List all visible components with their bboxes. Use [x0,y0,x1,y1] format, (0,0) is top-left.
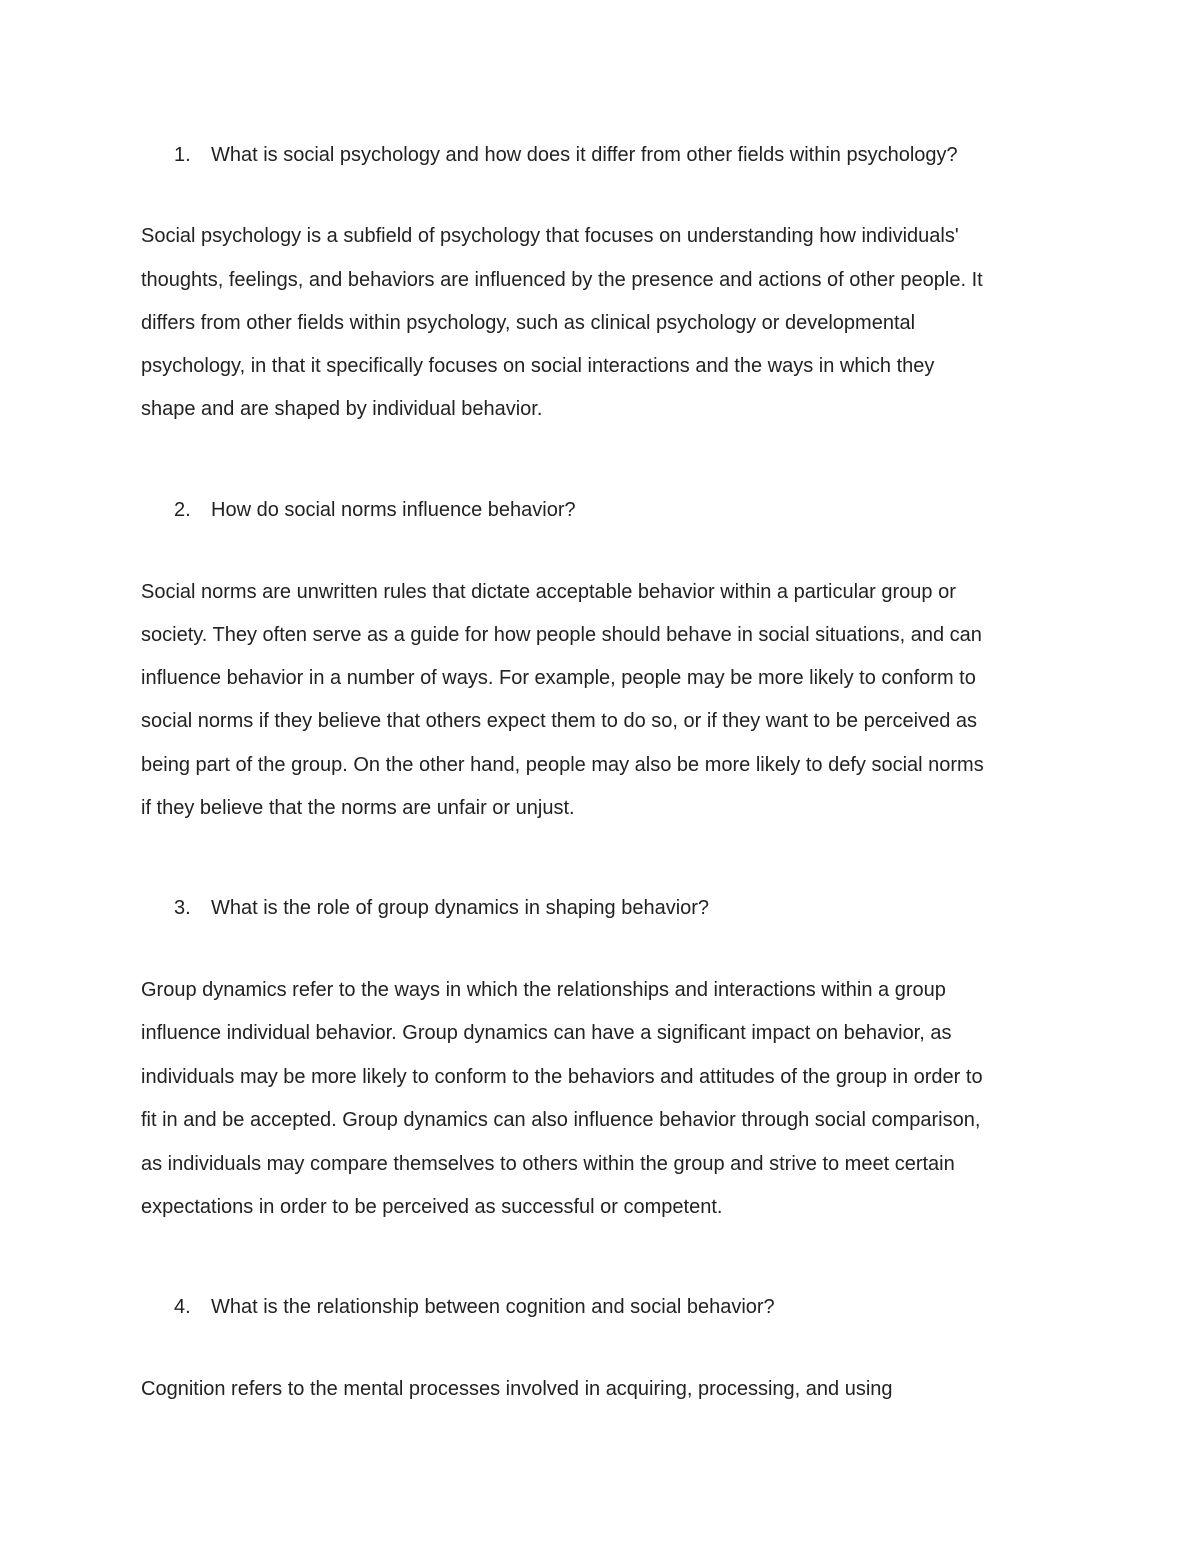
question-text: What is the role of group dynamics in shaping behavior? [211,897,710,919]
answer-line: shape and are shaped by individual behavior. [141,398,543,420]
question-number: 3. [174,897,191,919]
answer-line: Cognition refers to the mental processes involved in acquiring, processing, and using [141,1378,893,1400]
answer-line: being part of the group. On the other hand, people may also be more likely to defy social norms [141,754,984,776]
answer-line: society. They often serve as a guide for how people should behave in social situations, and can [141,624,982,646]
answer-line: individuals may be more likely to conform to the behaviors and attitudes of the group in order to [141,1066,983,1088]
answer-line: Social psychology is a subfield of psychology that focuses on understanding how individuals' [141,225,959,247]
answer-line: fit in and be accepted. Group dynamics can also influence behavior through social comparison, [141,1109,981,1131]
answer-line: social norms if they believe that others expect them to do so, or if they want to be perceived as [141,710,977,732]
question-text: How do social norms influence behavior? [211,499,576,521]
answer-line: differs from other fields within psychology, such as clinical psychology or developmental [141,312,916,334]
question-text: What is the relationship between cognition and social behavior? [211,1296,775,1318]
answer-line: if they believe that the norms are unfair or unjust. [141,797,575,819]
answer-line: thoughts, feelings, and behaviors are influenced by the presence and actions of other people. It [141,269,983,291]
question-number: 1. [174,144,191,166]
answer-line: influence individual behavior. Group dynamics can have a significant impact on behavior, as [141,1022,952,1044]
question-number: 4. [174,1296,191,1318]
question-text: What is social psychology and how does it differ from other fields within psychology? [211,144,958,166]
answer-line: psychology, in that it specifically focuses on social interactions and the ways in which they [141,355,935,377]
answer-line: Social norms are unwritten rules that dictate acceptable behavior within a particular group or [141,581,956,603]
answer-line: as individuals may compare themselves to others within the group and strive to meet certain [141,1153,955,1175]
answer-line: influence behavior in a number of ways. For example, people may be more likely to conform to [141,667,976,689]
question-number: 2. [174,499,191,521]
answer-line: expectations in order to be perceived as successful or competent. [141,1196,723,1218]
answer-line: Group dynamics refer to the ways in which the relationships and interactions within a group [141,979,946,1001]
